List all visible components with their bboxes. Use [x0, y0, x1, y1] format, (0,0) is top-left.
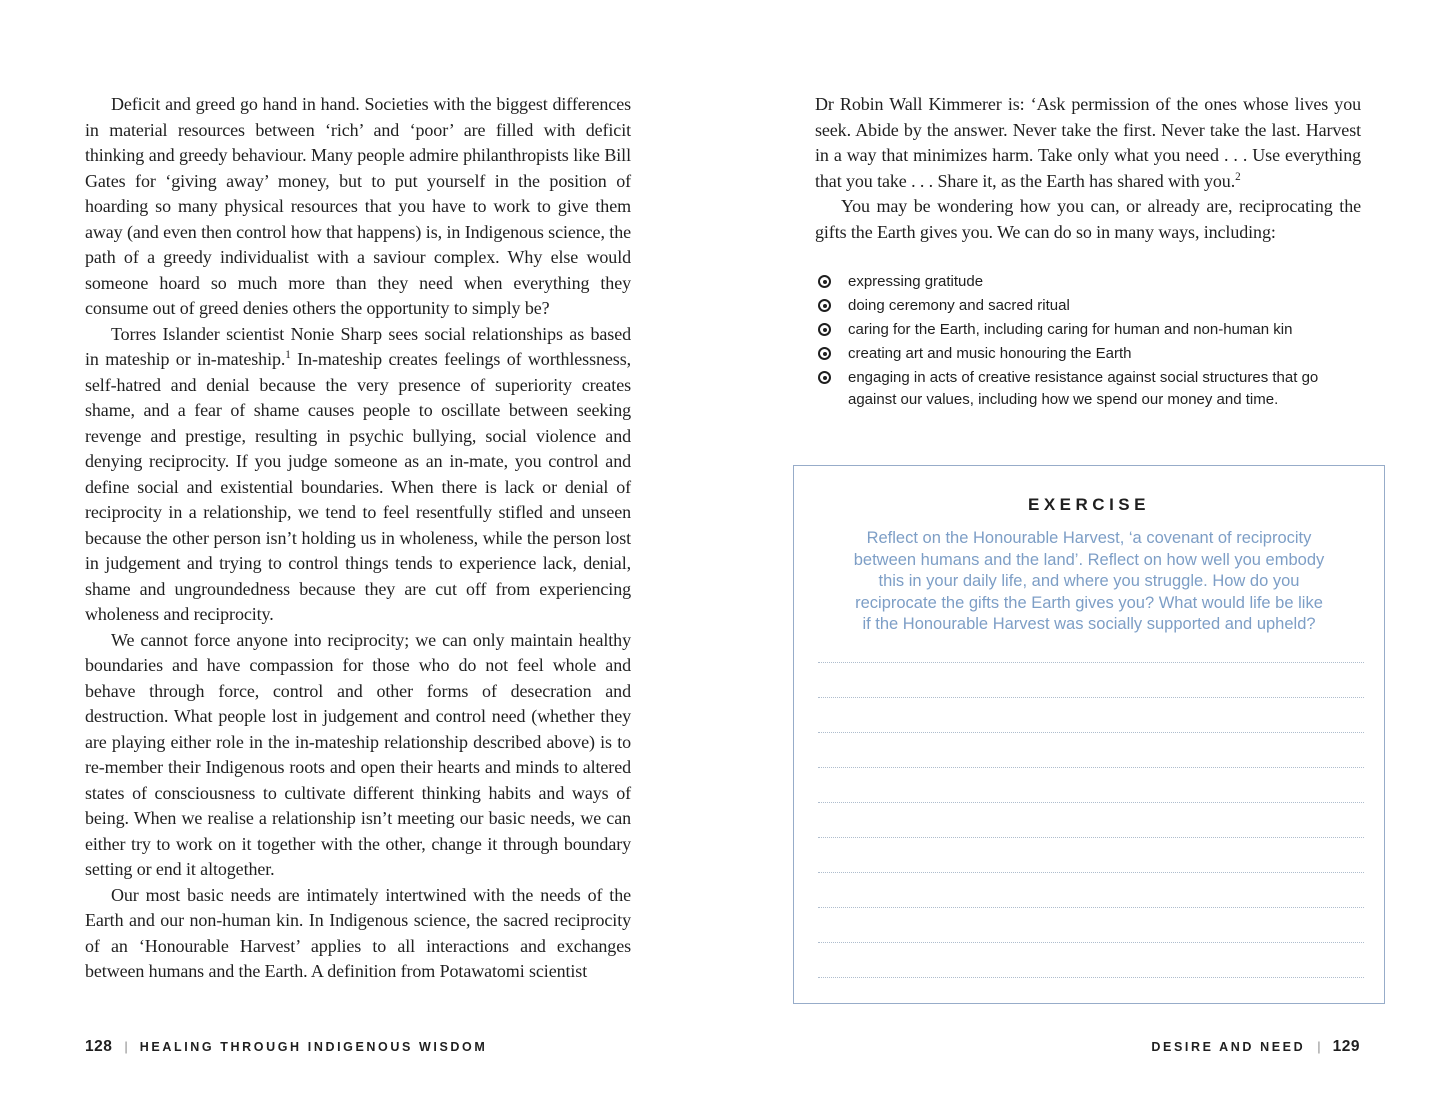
bullet-circle-dot-icon	[818, 347, 831, 360]
writing-line	[818, 733, 1364, 768]
writing-lines	[818, 628, 1364, 978]
bullet-item	[818, 367, 1361, 411]
footer-separator: |	[1317, 1039, 1321, 1054]
book-running-title: HEALING THROUGH INDIGENOUS WISDOM	[139, 1040, 488, 1054]
writing-line	[818, 803, 1364, 838]
writing-line	[818, 943, 1364, 978]
body-paragraph	[85, 883, 631, 985]
bullet-label: engaging in acts of creative resistance against social structures that go against our values, including how we spend our money and time.	[848, 369, 1319, 408]
paragraph-text: We cannot force anyone into reciprocity; we can only maintain healthy boundaries and have compassion for those who do not feel whole and behave through force, control and other forms of desecration and destruction. What people lost in judgement and control need (whether they are playing either role in the in-mateship relationship described above) is to re-member their Indigenous roots and open their hearts and minds to altered states of consciousness to cultivate different thinking habits and ways of being. When we realise a relationship isn’t meeting our basic needs, we can either try to work on it together with the other, change it through boundary setting or end it altogether.	[85, 629, 631, 879]
paragraph-text: You may be wondering how you can, or already are, reciprocating the gifts the Earth gives you. We can do so in many ways, including:	[815, 196, 1361, 242]
writing-line	[818, 908, 1364, 943]
paragraph-text: Torres Islander scientist Nonie Sharp sees social relationships as based in mateship or in-mateship.	[85, 323, 631, 369]
writing-line	[818, 838, 1364, 873]
bullet-item	[818, 271, 1361, 293]
footnote-marker: 1	[285, 349, 291, 361]
writing-line	[818, 768, 1364, 803]
chapter-running-title: DESIRE AND NEED	[1151, 1040, 1306, 1054]
page-number: 128	[85, 1038, 113, 1055]
writing-line	[818, 873, 1364, 908]
footnote-marker: 2	[1235, 170, 1241, 183]
paragraph-text: In-mateship creates feelings of worthlessness, self-hatred and denial because the very presence of superiority creates shame, and a fear of shame causes people to oscillate between seeking revenge and prestige, resulting in psychic bullying, social violence and denying reciprocity. If you judge someone as an in-mate, you control and define social and existential boundaries. When there is lack or denial of reciprocity in a relationship, we tend to feel resentfully stifled and unseen because the other person isn’t holding us in wholeness, while the person lost in judgement and trying to control things tends to experience lack, denial, shame and ungroundedness because they are cut off from experiencing wholeness and reciprocity.	[85, 349, 631, 624]
body-paragraph	[85, 322, 631, 628]
exercise-prompt: Reflect on the Honourable Harvest, ‘a covenant of reciprocity between humans and the land’. Reflect on how well you embody this in your daily life, and where you struggle. How do you reciprocate the gifts the Earth gives you? What would life be like if the Honourable Harvest was socially supported and upheld?	[853, 529, 1325, 633]
left-page-footer	[85, 1038, 487, 1056]
bullet-label: doing ceremony and sacred ritual	[848, 297, 1070, 314]
exercise-title: EXERCISE	[1028, 495, 1150, 514]
bullet-item	[818, 295, 1361, 317]
bullet-item	[818, 343, 1361, 365]
bullet-label: caring for the Earth, including caring for human and non-human kin	[848, 321, 1293, 338]
bullet-label: expressing gratitude	[848, 273, 984, 290]
footer-separator: |	[124, 1039, 128, 1054]
right-page-text-column	[815, 92, 1361, 413]
bullet-circle-dot-icon	[818, 299, 831, 312]
body-paragraph	[85, 92, 631, 322]
paragraph-text: Our most basic needs are intimately intertwined with the needs of the Earth and our non-human kin. In Indigenous science, the sacred reciprocity of an ‘Honourable Harvest’ applies to all interactions and exchanges between humans and the Earth. A definition from Potawatomi scientist	[85, 884, 631, 981]
bullet-circle-dot-icon	[818, 275, 831, 288]
writing-line	[818, 628, 1364, 663]
body-paragraph	[85, 628, 631, 883]
exercise-box	[793, 465, 1385, 1004]
bullet-list	[815, 271, 1361, 411]
writing-line	[818, 698, 1364, 733]
paragraph-text: Deficit and greed go hand in hand. Societies with the biggest differences in material resources between ‘rich’ and ‘poor’ are filled with deficit thinking and greedy behaviour. Many people admire philanthropists like Bill Gates for ‘giving away’ money, but to put yourself in the position of hoarding so many physical resources that you have to work to give them away (and even then control how that happens) is, in Indigenous science, the path of a greedy individualist with a saviour complex. Why else would someone hoard so much more than they need when everything they consume out of greed denies others the opportunity to simply be?	[85, 94, 631, 318]
left-page-text-column	[85, 92, 631, 985]
page-number: 129	[1332, 1038, 1360, 1055]
body-paragraph	[815, 194, 1361, 245]
bullet-label: creating art and music honouring the Earth	[848, 345, 1132, 362]
bullet-circle-dot-icon	[818, 371, 831, 384]
paragraph-text: Dr Robin Wall Kimmerer is: ‘Ask permission of the ones whose lives you seek. Abide by the answer. Never take the first. Never take the last. Harvest in a way that minimizes harm. Take only what you need . . . Use everything that you take . . . Share it, as the Earth has shared with you.	[815, 94, 1361, 191]
writing-line	[818, 663, 1364, 698]
bullet-circle-dot-icon	[818, 323, 831, 336]
bullet-item	[818, 319, 1361, 341]
right-page-footer	[1151, 1038, 1360, 1056]
body-paragraph	[815, 92, 1361, 194]
